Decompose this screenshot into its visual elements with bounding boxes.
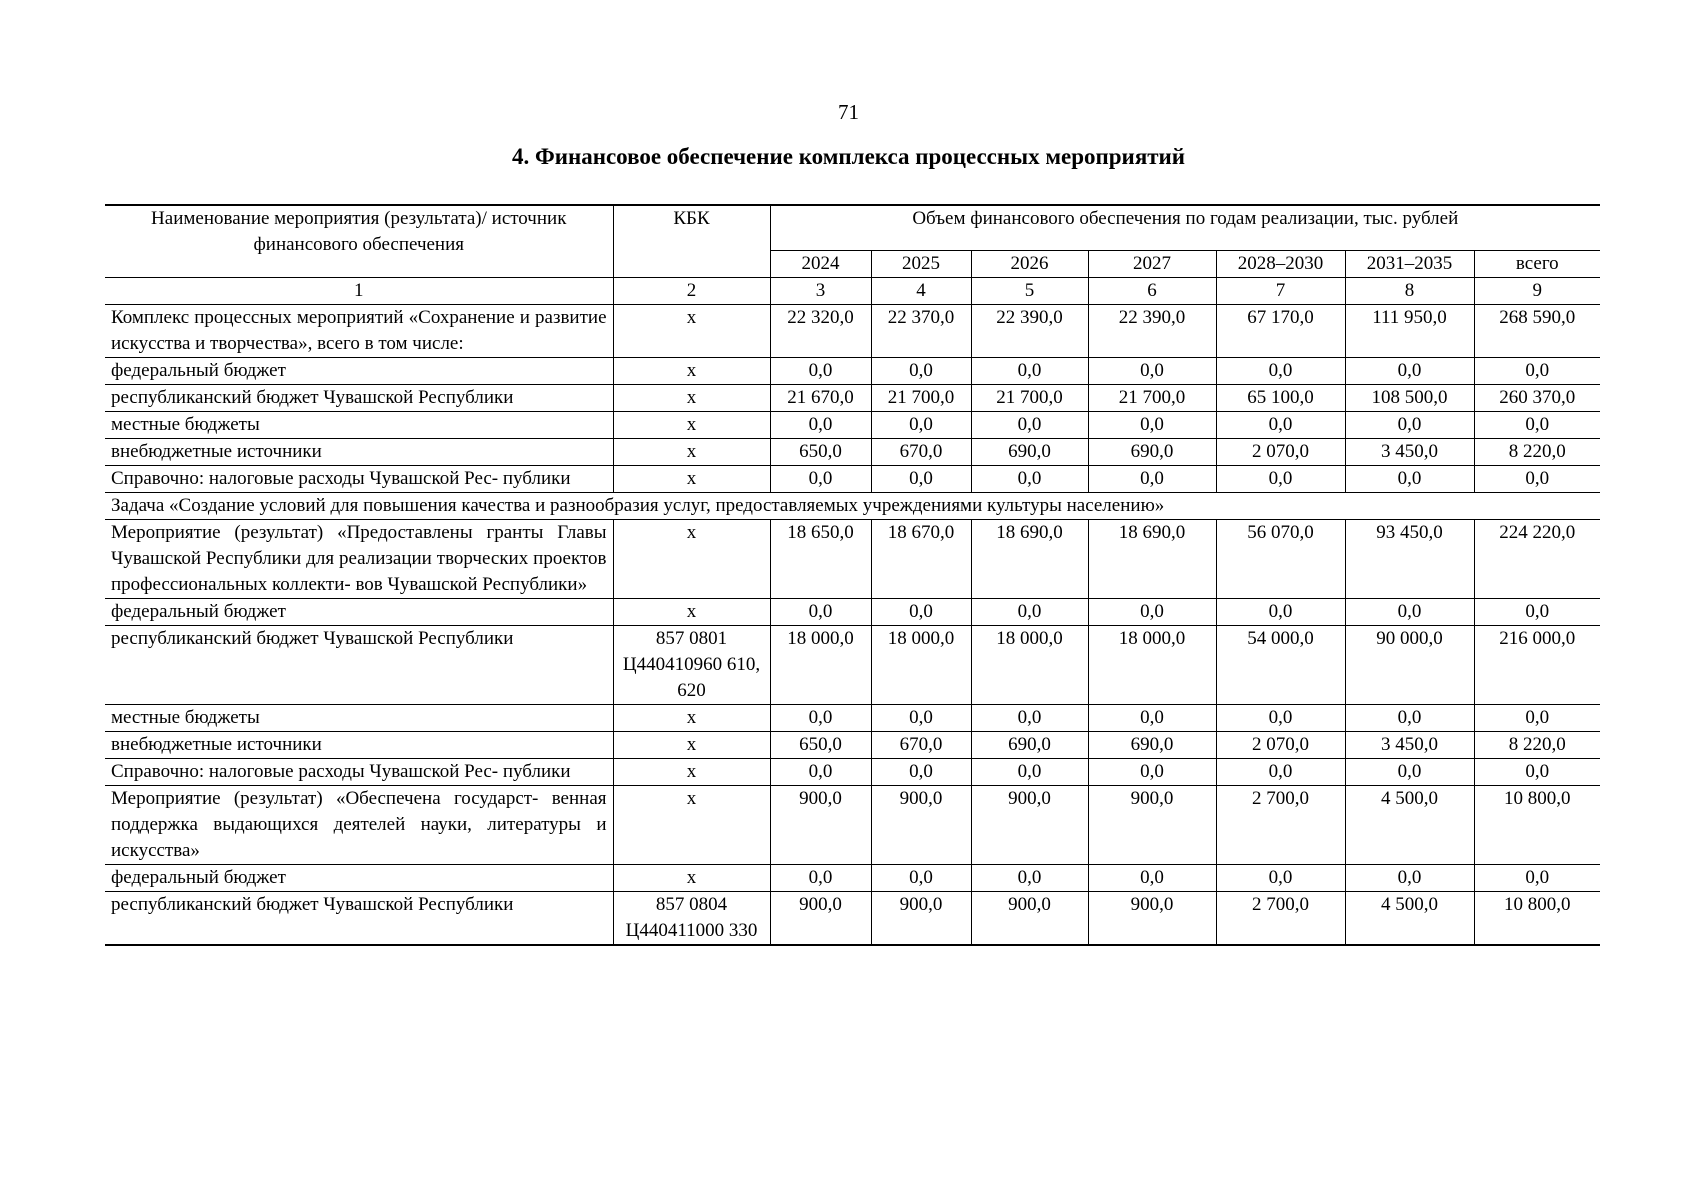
row-value-cell: 0,0: [1088, 759, 1216, 786]
header-volume: Объем финансового обеспечения по годам реализации, тыс. рублей: [770, 205, 1600, 251]
row-value-cell: 21 700,0: [1088, 385, 1216, 412]
row-value-cell: 90 000,0: [1345, 626, 1474, 705]
table-row: [105, 759, 1600, 786]
row-value-cell: 900,0: [770, 786, 871, 865]
row-name-cell: Мероприятие (результат) «Обеспечена государст- венная поддержка выдающихся деятелей науки, литературы и искусства»: [105, 786, 613, 865]
table-body: [105, 305, 1600, 946]
row-name-cell: республиканский бюджет Чувашской Республики: [105, 626, 613, 705]
row-value-cell: 0,0: [871, 358, 971, 385]
row-value-cell: 0,0: [971, 865, 1088, 892]
row-value-cell: 0,0: [871, 599, 971, 626]
row-value-cell: 18 690,0: [971, 520, 1088, 599]
task-cell: Задача «Создание условий для повышения качества и разнообразия услуг, предоставляемых учреждениями культуры населению»: [105, 493, 1600, 520]
row-kbk-cell: x: [613, 412, 770, 439]
row-value-cell: 8 220,0: [1474, 732, 1600, 759]
row-value-cell: 0,0: [770, 412, 871, 439]
row-value-cell: 0,0: [1474, 599, 1600, 626]
row-kbk-cell: x: [613, 786, 770, 865]
table-row: [105, 385, 1600, 412]
table-row: [105, 466, 1600, 493]
row-value-cell: 0,0: [971, 412, 1088, 439]
row-name-cell: местные бюджеты: [105, 412, 613, 439]
row-value-cell: 21 700,0: [871, 385, 971, 412]
header-year: 2028–2030: [1216, 251, 1345, 278]
row-value-cell: 67 170,0: [1216, 305, 1345, 358]
row-value-cell: 0,0: [1345, 759, 1474, 786]
row-value-cell: 18 000,0: [871, 626, 971, 705]
row-value-cell: 0,0: [1345, 358, 1474, 385]
row-value-cell: 900,0: [871, 786, 971, 865]
row-name-cell: Мероприятие (результат) «Предоставлены гранты Главы Чувашской Республики для реализации творческих проектов профессиональных коллекти- вов Чувашской Республики»: [105, 520, 613, 599]
table-row: [105, 305, 1600, 358]
row-value-cell: 900,0: [871, 892, 971, 946]
row-value-cell: 0,0: [1345, 412, 1474, 439]
row-value-cell: 108 500,0: [1345, 385, 1474, 412]
column-number: 8: [1345, 278, 1474, 305]
row-value-cell: 22 390,0: [971, 305, 1088, 358]
row-value-cell: 54 000,0: [1216, 626, 1345, 705]
row-value-cell: 900,0: [1088, 892, 1216, 946]
row-value-cell: 0,0: [1345, 865, 1474, 892]
header-name: Наименование мероприятия (результата)/ источник финансового обеспечения: [105, 205, 613, 278]
table-row: [105, 865, 1600, 892]
row-kbk-cell: x: [613, 705, 770, 732]
column-number: 6: [1088, 278, 1216, 305]
column-number: 5: [971, 278, 1088, 305]
row-value-cell: 0,0: [1088, 466, 1216, 493]
row-kbk-cell: x: [613, 520, 770, 599]
row-value-cell: 0,0: [770, 705, 871, 732]
row-value-cell: 268 590,0: [1474, 305, 1600, 358]
table-row: [105, 705, 1600, 732]
row-value-cell: 0,0: [1216, 599, 1345, 626]
page-number: 71: [838, 100, 859, 124]
row-value-cell: 18 000,0: [770, 626, 871, 705]
row-value-cell: 0,0: [1345, 466, 1474, 493]
row-value-cell: 0,0: [1216, 759, 1345, 786]
row-value-cell: 18 690,0: [1088, 520, 1216, 599]
row-kbk-cell: x: [613, 599, 770, 626]
table-row: [105, 412, 1600, 439]
row-kbk-cell: x: [613, 759, 770, 786]
table-row: [105, 599, 1600, 626]
row-kbk-cell: x: [613, 305, 770, 358]
row-name-cell: республиканский бюджет Чувашской Республики: [105, 385, 613, 412]
row-value-cell: 650,0: [770, 732, 871, 759]
row-value-cell: 0,0: [1474, 412, 1600, 439]
row-kbk-cell: x: [613, 865, 770, 892]
row-value-cell: 2 070,0: [1216, 439, 1345, 466]
column-number: 2: [613, 278, 770, 305]
row-value-cell: 18 000,0: [971, 626, 1088, 705]
table-row: [105, 520, 1600, 599]
row-value-cell: 216 000,0: [1474, 626, 1600, 705]
page-title: 4. Финансовое обеспечение комплекса процессных мероприятий: [511, 144, 1186, 169]
row-value-cell: 0,0: [1474, 358, 1600, 385]
column-number: 7: [1216, 278, 1345, 305]
row-value-cell: 0,0: [971, 705, 1088, 732]
row-value-cell: 22 320,0: [770, 305, 871, 358]
table-row: [105, 892, 1600, 946]
row-value-cell: 3 450,0: [1345, 439, 1474, 466]
row-value-cell: 4 500,0: [1345, 892, 1474, 946]
column-number: 9: [1474, 278, 1600, 305]
row-value-cell: 0,0: [871, 705, 971, 732]
row-value-cell: 0,0: [971, 599, 1088, 626]
row-value-cell: 0,0: [770, 599, 871, 626]
row-value-cell: 22 370,0: [871, 305, 971, 358]
row-value-cell: 0,0: [770, 358, 871, 385]
row-value-cell: 0,0: [971, 358, 1088, 385]
row-value-cell: 2 700,0: [1216, 892, 1345, 946]
row-value-cell: 690,0: [971, 732, 1088, 759]
row-value-cell: 0,0: [1216, 412, 1345, 439]
row-value-cell: 690,0: [1088, 732, 1216, 759]
row-value-cell: 4 500,0: [1345, 786, 1474, 865]
row-value-cell: 0,0: [871, 412, 971, 439]
row-value-cell: 900,0: [770, 892, 871, 946]
header-year: 2026: [971, 251, 1088, 278]
row-value-cell: 18 650,0: [770, 520, 871, 599]
row-value-cell: 0,0: [1474, 705, 1600, 732]
row-value-cell: 0,0: [1216, 865, 1345, 892]
row-kbk-cell: 857 0804 Ц440411000 330: [613, 892, 770, 946]
row-value-cell: 18 000,0: [1088, 626, 1216, 705]
row-value-cell: 2 070,0: [1216, 732, 1345, 759]
row-name-cell: республиканский бюджет Чувашской Республики: [105, 892, 613, 946]
row-value-cell: 670,0: [871, 732, 971, 759]
row-value-cell: 900,0: [971, 786, 1088, 865]
row-value-cell: 224 220,0: [1474, 520, 1600, 599]
row-value-cell: 0,0: [971, 466, 1088, 493]
row-value-cell: 10 800,0: [1474, 892, 1600, 946]
header-year: 2031–2035: [1345, 251, 1474, 278]
task-row: [105, 493, 1600, 520]
row-value-cell: 0,0: [1216, 358, 1345, 385]
row-value-cell: 0,0: [770, 865, 871, 892]
row-name-cell: федеральный бюджет: [105, 599, 613, 626]
row-kbk-cell: x: [613, 385, 770, 412]
row-value-cell: 900,0: [971, 892, 1088, 946]
financing-table: [105, 204, 1600, 946]
row-value-cell: 10 800,0: [1474, 786, 1600, 865]
header-total: всего: [1474, 251, 1600, 278]
row-value-cell: 0,0: [871, 759, 971, 786]
row-value-cell: 0,0: [871, 466, 971, 493]
column-number: 4: [871, 278, 971, 305]
row-name-cell: федеральный бюджет: [105, 865, 613, 892]
row-value-cell: 56 070,0: [1216, 520, 1345, 599]
row-value-cell: 21 700,0: [971, 385, 1088, 412]
row-value-cell: 21 670,0: [770, 385, 871, 412]
row-value-cell: 690,0: [1088, 439, 1216, 466]
table-row: [105, 439, 1600, 466]
row-name-cell: Комплекс процессных мероприятий «Сохранение и развитие искусства и творчества», всего в том числе:: [105, 305, 613, 358]
row-value-cell: 0,0: [1216, 466, 1345, 493]
row-value-cell: 111 950,0: [1345, 305, 1474, 358]
table-row: [105, 786, 1600, 865]
row-kbk-cell: x: [613, 439, 770, 466]
row-name-cell: внебюджетные источники: [105, 732, 613, 759]
row-value-cell: 0,0: [1216, 705, 1345, 732]
row-value-cell: 0,0: [1345, 599, 1474, 626]
row-value-cell: 260 370,0: [1474, 385, 1600, 412]
row-kbk-cell: x: [613, 732, 770, 759]
row-value-cell: 3 450,0: [1345, 732, 1474, 759]
table-row: [105, 732, 1600, 759]
header-year: 2024: [770, 251, 871, 278]
row-value-cell: 0,0: [1474, 466, 1600, 493]
row-value-cell: 690,0: [971, 439, 1088, 466]
row-kbk-cell: 857 0801 Ц440410960 610, 620: [613, 626, 770, 705]
table-row: [105, 626, 1600, 705]
row-kbk-cell: x: [613, 466, 770, 493]
row-value-cell: 0,0: [770, 759, 871, 786]
row-value-cell: 0,0: [871, 865, 971, 892]
row-value-cell: 2 700,0: [1216, 786, 1345, 865]
row-value-cell: 0,0: [770, 466, 871, 493]
header-year: 2025: [871, 251, 971, 278]
row-value-cell: 0,0: [1474, 759, 1600, 786]
row-kbk-cell: x: [613, 358, 770, 385]
header-year: 2027: [1088, 251, 1216, 278]
row-value-cell: 0,0: [971, 759, 1088, 786]
row-value-cell: 0,0: [1088, 705, 1216, 732]
column-number: 1: [105, 278, 613, 305]
table-row: [105, 358, 1600, 385]
header-kbk: КБК: [613, 205, 770, 278]
row-value-cell: 0,0: [1088, 865, 1216, 892]
row-value-cell: 650,0: [770, 439, 871, 466]
row-name-cell: Справочно: налоговые расходы Чувашской Рес- публики: [105, 759, 613, 786]
row-value-cell: 0,0: [1088, 412, 1216, 439]
row-value-cell: 18 670,0: [871, 520, 971, 599]
row-value-cell: 0,0: [1088, 599, 1216, 626]
row-value-cell: 0,0: [1345, 705, 1474, 732]
row-value-cell: 8 220,0: [1474, 439, 1600, 466]
row-name-cell: местные бюджеты: [105, 705, 613, 732]
row-value-cell: 0,0: [1474, 865, 1600, 892]
row-value-cell: 670,0: [871, 439, 971, 466]
row-value-cell: 22 390,0: [1088, 305, 1216, 358]
row-name-cell: Справочно: налоговые расходы Чувашской Рес- публики: [105, 466, 613, 493]
row-value-cell: 93 450,0: [1345, 520, 1474, 599]
row-value-cell: 0,0: [1088, 358, 1216, 385]
row-name-cell: федеральный бюджет: [105, 358, 613, 385]
row-value-cell: 65 100,0: [1216, 385, 1345, 412]
row-name-cell: внебюджетные источники: [105, 439, 613, 466]
row-value-cell: 900,0: [1088, 786, 1216, 865]
column-number: 3: [770, 278, 871, 305]
